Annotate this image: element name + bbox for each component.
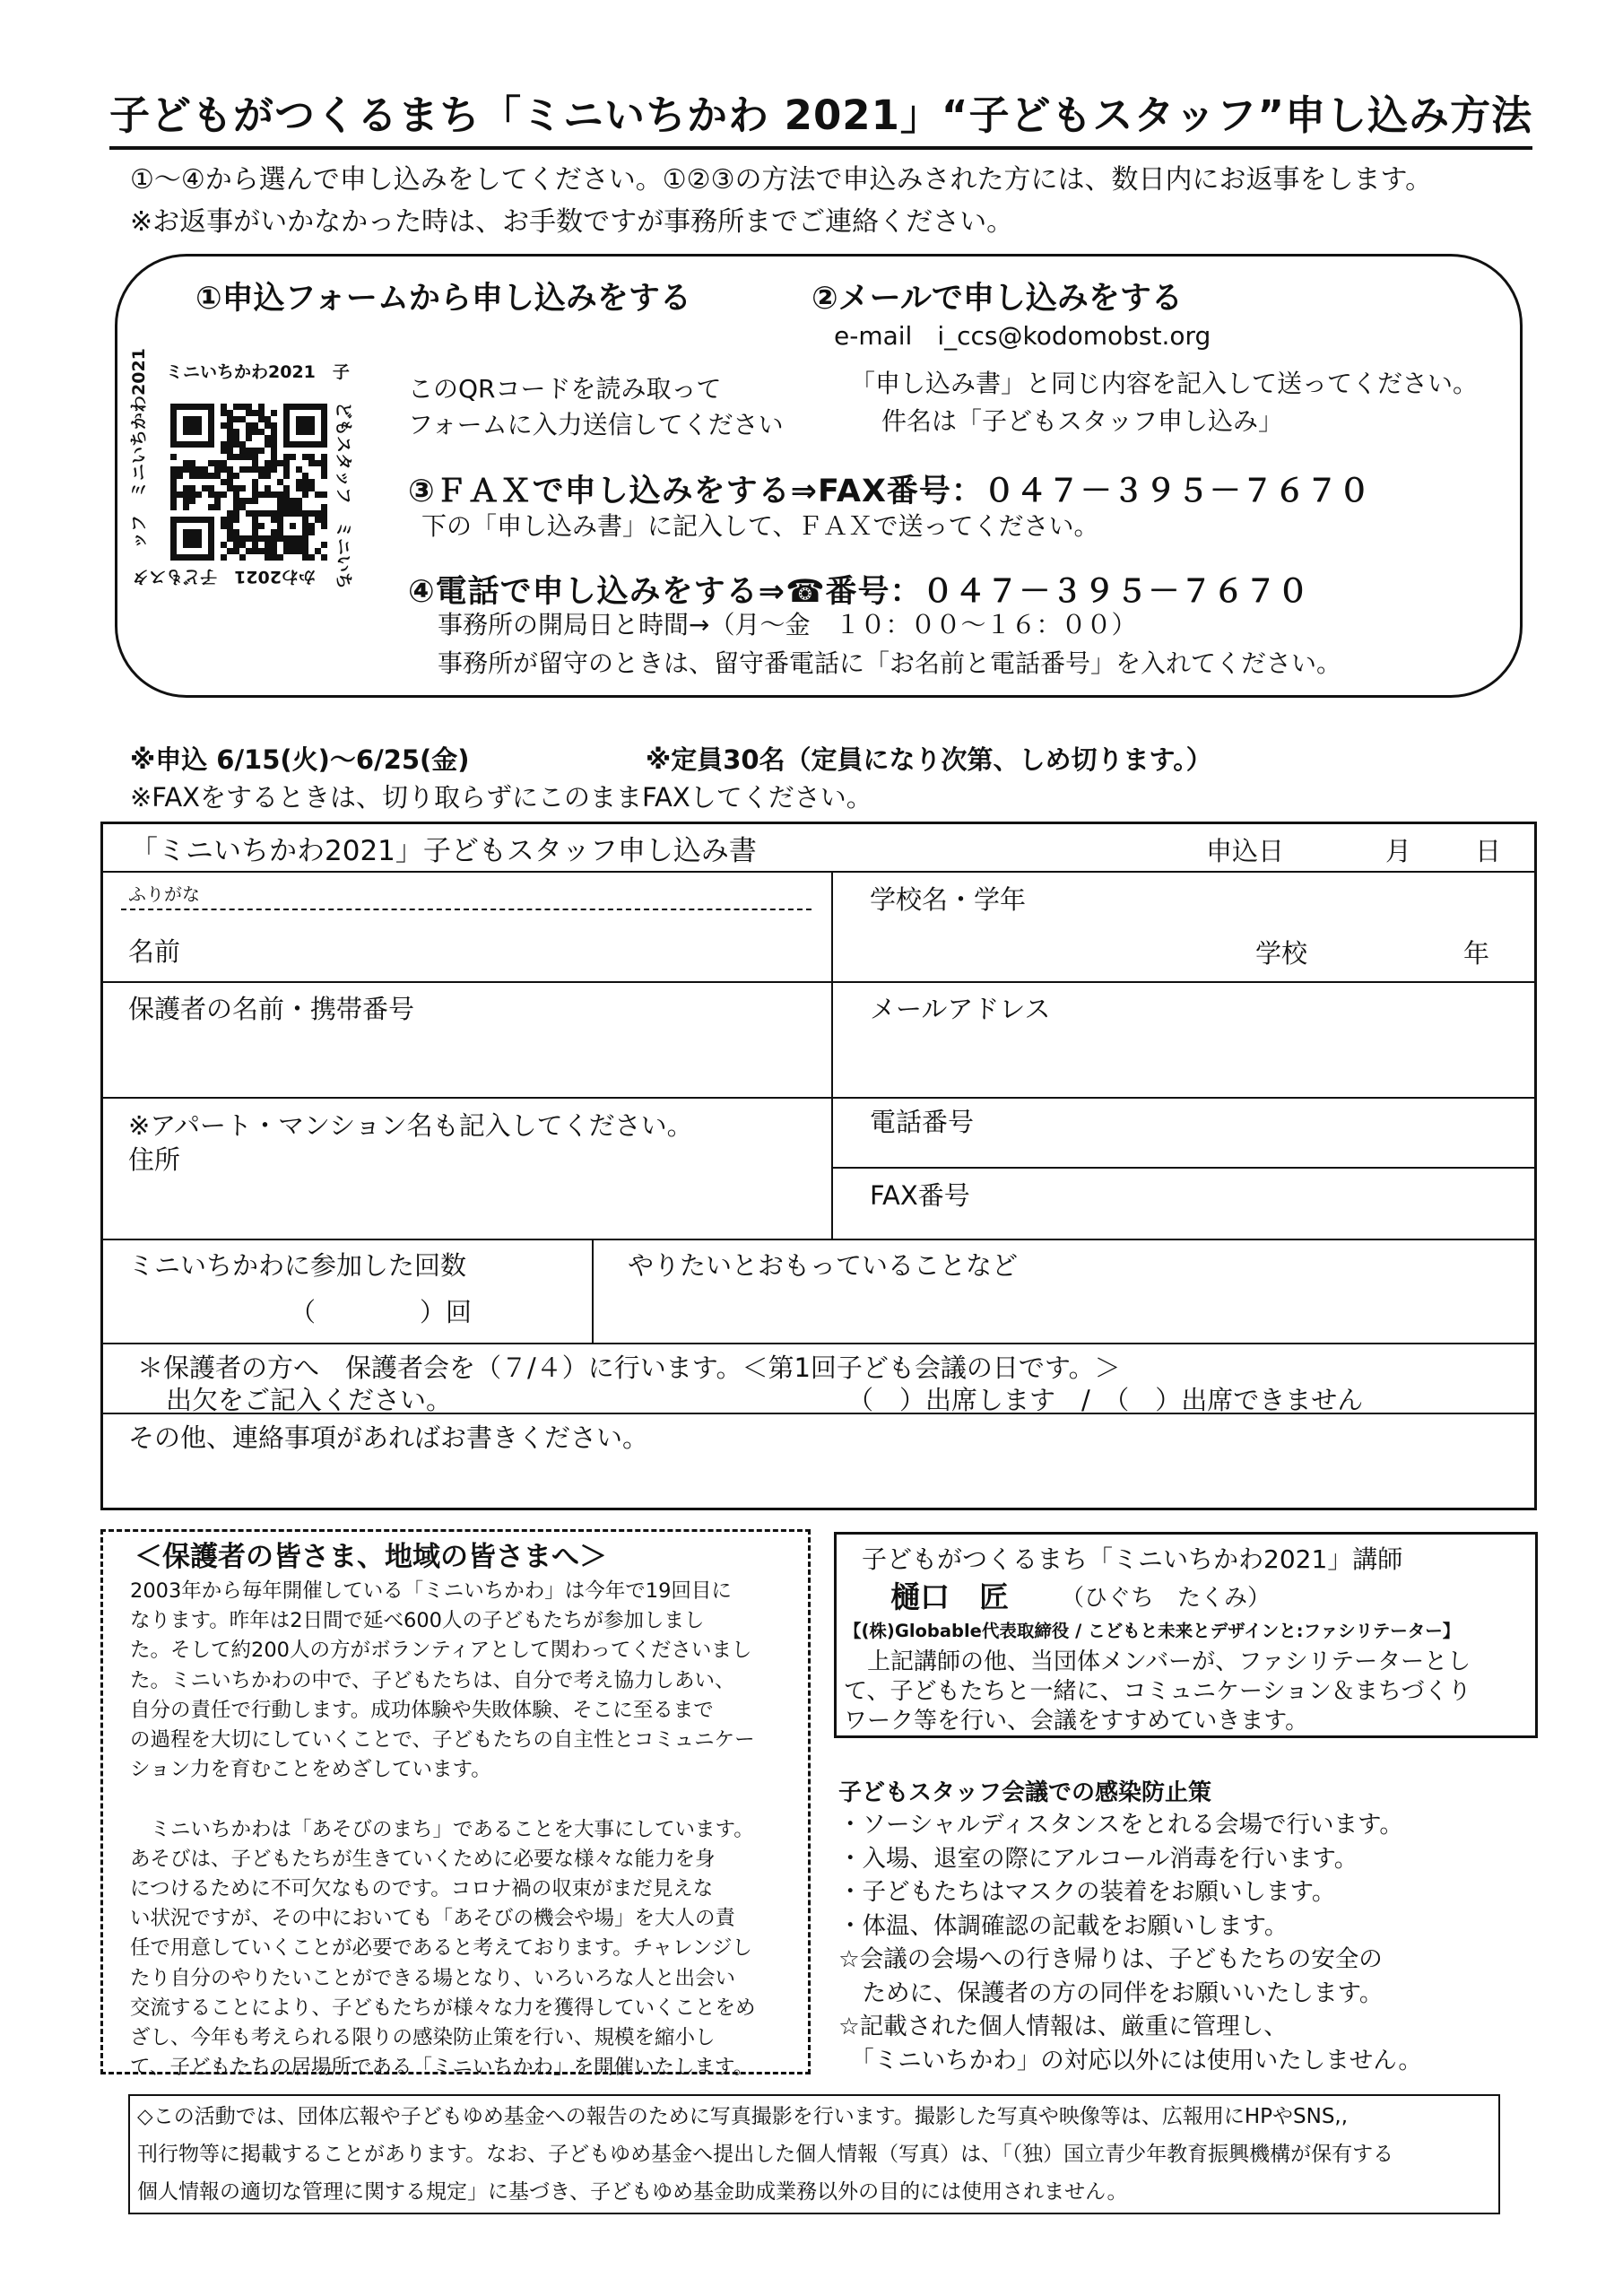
- answering-machine-note: 事務所が留守のときは、留守番電話に「お名前と電話番号」を入れてください。: [438, 648, 1342, 678]
- qr-caption-top: ミニいちかわ2021 子: [166, 362, 350, 382]
- list-item: ために、保護者の方の同伴をお願いいたします。: [838, 1979, 1384, 2007]
- intro-line: ※お返事がいかなかった時は、お手数ですが事務所までご連絡ください。: [130, 206, 1014, 238]
- instructor-heading: 子どもがつくるまち「ミニいちかわ2021」講師: [862, 1544, 1403, 1574]
- instructor-reading: （ひぐち たくみ）: [1061, 1585, 1271, 1612]
- application-form: [100, 822, 1537, 1510]
- furigana-label: ふりがな: [128, 883, 200, 905]
- guardians-heading: ＜保護者の皆さま、地域の皆さまへ＞: [135, 1541, 607, 1573]
- instructor-text: ワーク等を行い、会議をすすめていきます。: [844, 1708, 1309, 1735]
- email-label: メールアドレス: [870, 994, 1051, 1024]
- address-note: ※アパート・マンション名も記入してください。: [128, 1110, 693, 1141]
- guardian-meeting-note: ＊保護者の方へ 保護者会を（７/４）に行います。＜第1回子ども会議の日です。＞: [137, 1352, 1121, 1383]
- date-month: 月: [1385, 836, 1412, 866]
- instructor-name: 樋口 匠: [890, 1579, 1009, 1614]
- address-label: 住所: [128, 1144, 181, 1175]
- participation-label: ミニいちかわに参加した回数: [128, 1250, 467, 1281]
- list-item: ☆会議の会場への行き帰りは、子どもたちの安全の: [838, 1945, 1383, 1973]
- form-title: 「ミニいちかわ2021」子どもスタッフ申し込み書: [130, 835, 757, 867]
- email-instruction: 「申し込み書」と同じ内容を記入して送ってください。: [850, 369, 1479, 398]
- list-item: ・ソーシャルディスタンスをとれる会場で行います。: [838, 1811, 1403, 1839]
- guardians-text-line: の過程を大切にしていくことで、子どもたちの自主性とコミュニケー: [130, 1728, 755, 1752]
- infection-heading: 子どもスタッフ会議での感染防止策: [838, 1779, 1212, 1806]
- option-phone-heading: ④電話で申し込みをする⇒☎番号：０４７－３９５－７６７０: [408, 574, 1310, 610]
- wishes-label: やりたいとおもっていることなど: [628, 1250, 1019, 1281]
- page-title: 子どもがつくるまち「ミニいちかわ 2021」“子どもスタッフ”申し込み方法: [109, 83, 1532, 150]
- guardians-message-box: [100, 1529, 811, 2080]
- attendance-instruction: 出欠をご記入ください。: [166, 1385, 453, 1415]
- guardians-text-line: 自分の責任で行動します。成功体験や失敗体験、そこに至るまで: [130, 1698, 714, 1722]
- guardians-text-line: た。ミニいちかわの中で、子どもたちは、自分で考え協力しあい、: [130, 1668, 735, 1692]
- photo-policy-line: 刊行物等に掲載することがあります。なお、子どもゆめ基金へ提出した個人情報（写真）は、「（独）国立青少年教育振興機構が保有する: [137, 2143, 1394, 2166]
- guardians-text-line: て、子どもたちの居場所である「ミニいちかわ」を開催いたします。: [130, 2056, 754, 2080]
- guardians-text-line: 任で用意していくことが必要であると考えております。チャレンジし: [130, 1936, 752, 1961]
- list-item: 「ミニいちかわ」の対応以外には使用いたしません。: [838, 2046, 1422, 2074]
- fax-instruction: 下の「申し込み書」に記入して、ＦＡＸで送ってください。: [421, 511, 1099, 541]
- instructor-box: [834, 1532, 1538, 1738]
- photo-policy-box: [128, 2094, 1500, 2214]
- guardians-text-line: 交流することにより、子どもたちが様々な力を獲得していくことをめ: [130, 1996, 756, 2020]
- guardians-text-line: た。そして約200人の方がボランティアとして関わってくださいまし: [130, 1639, 752, 1663]
- date-day: 日: [1475, 836, 1502, 866]
- email-address[interactable]: e-mail i_ccs@kodomobst.org: [834, 321, 1211, 351]
- application-period: ※申込 6/15(火)～6/25(金): [130, 744, 470, 775]
- guardians-text-line: ざし、今年も考えられる限りの感染防止策を行い、規模を縮小し: [130, 2026, 716, 2049]
- list-item: ・入場、退室の際にアルコール消毒を行います。: [838, 1844, 1358, 1873]
- qr-caption-right: どもスタッフ ミニいち: [334, 402, 353, 590]
- option-email-heading: ②メールで申し込みをする: [812, 281, 1183, 317]
- list-item: ・子どもたちはマスクの装着をお願いします。: [838, 1878, 1336, 1906]
- other-notes-label: その他、連絡事項があればお書きください。: [128, 1422, 649, 1453]
- name-field[interactable]: [121, 914, 812, 977]
- list-item: ☆記載された個人情報は、厳重に管理し、: [838, 2013, 1288, 2040]
- infection-measures-list: [838, 1808, 1422, 2077]
- school-label: 学校名・学年: [870, 884, 1027, 915]
- guardian-label: 保護者の名前・携帯番号: [128, 994, 415, 1024]
- guardians-text-line: につけるために不可欠なものです。コロナ禍の収束がまだ見えな: [130, 1877, 714, 1900]
- attendance-options[interactable]: （ ）出席します / （ ）出席できません: [847, 1385, 1364, 1415]
- guardians-text-line: ミニいちかわは「あそびのまち」であることを大事にしています。: [130, 1817, 754, 1841]
- qr-caption-bottom: かわ2021 子どもスタ: [132, 567, 316, 587]
- guardians-text-line: ション力を育むことをめざしています。: [130, 1758, 491, 1782]
- grade-suffix: 年: [1463, 938, 1490, 969]
- photo-policy-line: 個人情報の適切な管理に関する規定」に基づき、子どもゆめ基金助成業務以外の目的には使用されません。: [137, 2180, 1128, 2204]
- office-hours: 事務所の開局日と時間→（月～金 １０：００～１６：００）: [438, 610, 1137, 639]
- capacity-note: ※定員30名（定員になり次第、しめ切ります。）: [646, 744, 1212, 775]
- form-instruction: フォームに入力送信してください: [408, 410, 784, 439]
- intro-line: ①～④から選んで申し込みをしてください。①②③の方法で申込みされた方には、数日内にお返事をします。: [130, 164, 1433, 196]
- option-fax-heading: ③ＦＡＸで申し込みをする⇒FAX番号：０４７－３９５－７６７０: [408, 474, 1371, 509]
- guardians-text-line: なります。昨年は2日間で延べ600人の子どもたちが参加しまし: [130, 1609, 705, 1633]
- instructor-role: 【(株)Globable代表取締役 / こどもと未来とデザインと:ファシリテーター】: [844, 1621, 1461, 1641]
- application-date-label: 申込日: [1206, 836, 1285, 866]
- school-suffix: 学校: [1255, 938, 1308, 969]
- guardians-text-line: 2003年から毎年開催している「ミニいちかわ」は今年で19回目に: [130, 1579, 732, 1603]
- guardians-text-line: あそびは、子どもたちが生きていくために必要な様々な能力を身: [130, 1847, 716, 1871]
- guardians-text-line: たり自分のやりたいことができる場となり、いろいろな人と出会い: [130, 1966, 736, 1990]
- list-item: ・体温、体調確認の記載をお願いします。: [838, 1911, 1289, 1940]
- option-form-heading: ①申込フォームから申し込みをする: [195, 281, 691, 317]
- instructor-text: て、子どもたちと一緒に、コミュニケーション＆まちづくり: [844, 1678, 1471, 1705]
- name-label: 名前: [128, 936, 181, 967]
- fax-note: ※FAXをするときは、切り取らずにこのままFAXしてください。: [130, 782, 872, 813]
- qr-caption-left: ッフ ミニいちかわ2021: [129, 348, 149, 549]
- participation-count[interactable]: （ ）回: [290, 1297, 473, 1327]
- guardians-text-line: い状況ですが、その中においても「あそびの機会や場」を大人の責: [130, 1907, 736, 1931]
- fax-label: FAX番号: [870, 1180, 970, 1211]
- instructor-text: 上記講師の他、当団体メンバーが、ファシリテーターとし: [844, 1648, 1471, 1675]
- photo-policy-line: ◇この活動では、団体広報や子どもゆめ基金への報告のために写真撮影を行います。撮影した写真や映像等は、広報用にHPやSNS,,: [137, 2105, 1349, 2128]
- form-instruction: このQRコードを読み取って: [408, 374, 722, 404]
- phone-label: 電話番号: [870, 1107, 975, 1137]
- email-subject: 件名は「子どもスタッフ申し込み」: [881, 406, 1284, 436]
- qr-code-icon[interactable]: [170, 404, 327, 561]
